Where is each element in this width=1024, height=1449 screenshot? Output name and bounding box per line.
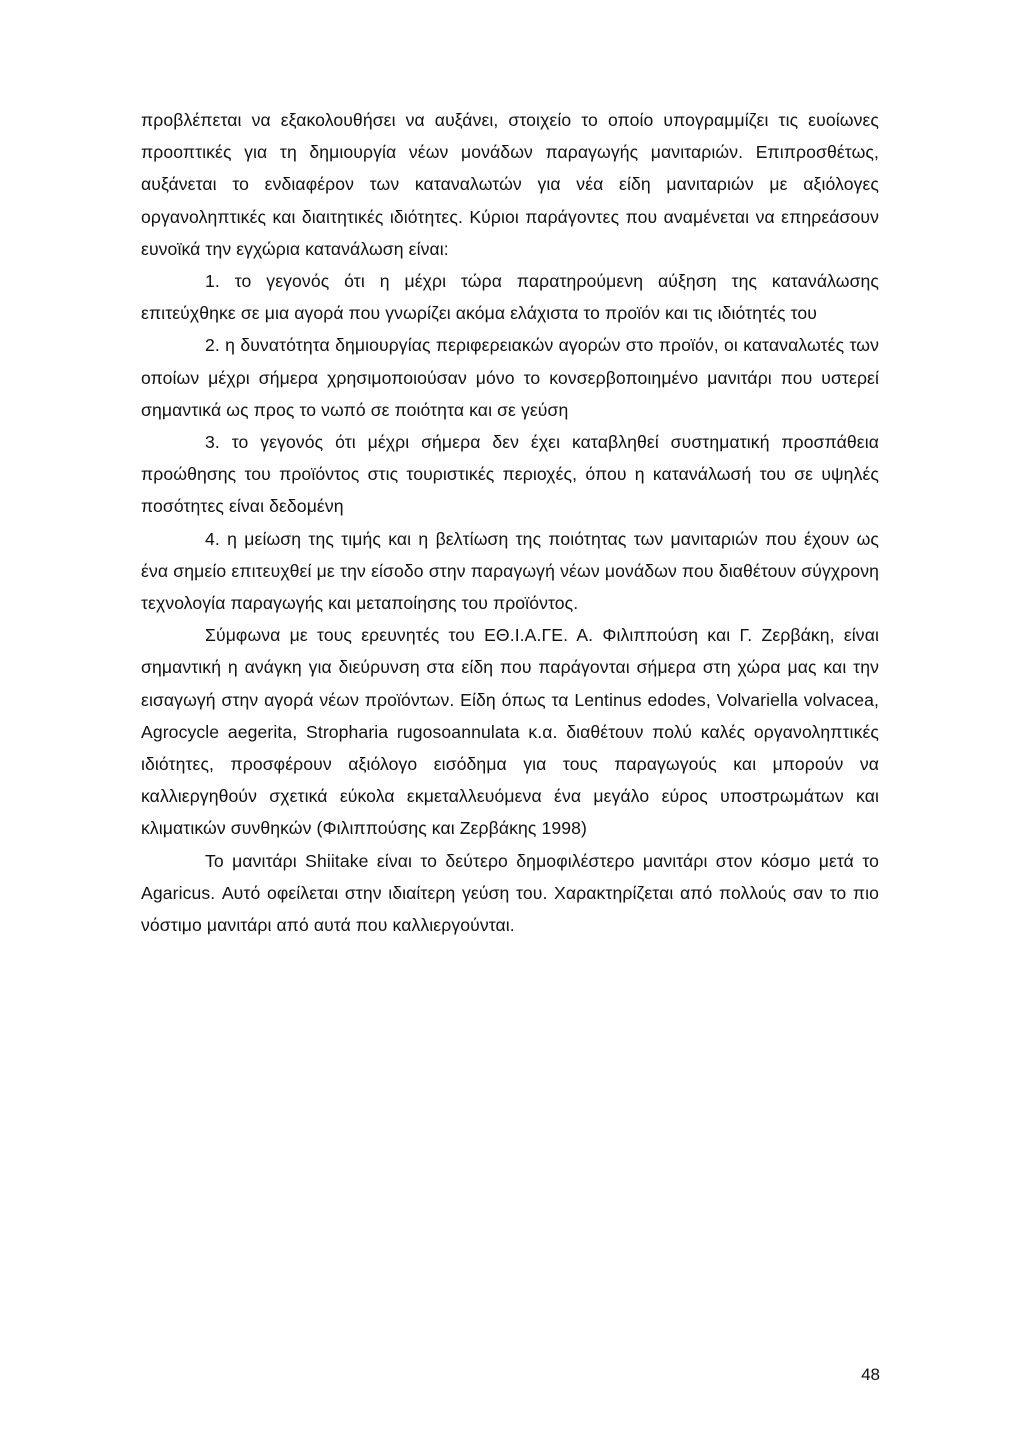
list-item-1: 1. το γεγονός ότι η μέχρι τώρα παρατηρούμενη αύξηση της κατανάλωσης επιτεύχθηκε σε μια αγορά που γνωρίζει ακόμα ελάχιστα το προϊόν και τις ιδιότητές του bbox=[141, 271, 879, 324]
paragraph-shiitake: Το μανιτάρι Shiitake είναι το δεύτερο δημοφιλέστερο μανιτάρι στον κόσμο μετά το Agaricus. Αυτό οφείλεται στην ιδιαίτερη γεύση του. Χαρακτηρίζεται από πολλούς σαν το πιο νόστιμο μανιτάρι από αυτά που καλλιεργούνται. bbox=[141, 850, 879, 936]
list-item-2: 2. η δυνατότητα δημιουργίας περιφερειακών αγορών στο προϊόν, οι καταναλωτές των οποίων μέχρι σήμερα χρησιμοποιούσαν μόνο το κονσερβοποιημένο μανιτάρι που υστερεί σημαντικά ως προς το νωπό σε ποιότητα και σε γεύση bbox=[141, 335, 879, 420]
list-item-4: 4. η μείωση της τιμής και η βελτίωση της ποιότητας των μανιταριών που έχουν ως ένα σημείο επιτευχθεί με την είσοδο στην παραγωγή νέων μονάδων που διαθέτουν σύγχρονη τεχνολογία παραγωγής και μεταποίησης του προϊόντος. bbox=[141, 528, 879, 614]
paragraph-researchers: Σύμφωνα με τους ερευνητές του ΕΘ.Ι.Α.ΓΕ. Α. Φιλιππούση και Γ. Ζερβάκη, είναι σημαντική η ανάγκη για διεύρυνση στα είδη που παράγονται σήμερα στη χώρα μας και την εισαγωγή στην αγορά νέων προϊόντων. Είδη όπως τα Lentinus edodes, Volvariella volvacea, Agrocycle aegerita, Stropharia rugosoannulata κ.α. διαθέτουν πολύ καλές οργανοληπτικές ιδιότητες, προσφέρουν αξιόλογο εισόδημα για τους παραγωγούς και μπορούν να καλλιεργηθούν σχετικά εύκολα εκμεταλλευόμενα ένα μεγάλο εύρος υποστρωμάτων και κλιματικών συνθηκών (Φιλιππούσης και Ζερβάκης 1998) bbox=[141, 625, 879, 839]
paragraph-intro: προβλέπεται να εξακολουθήσει να αυξάνει, στοιχείο το οποίο υπογραμμίζει τις ευοίωνες προοπτικές για τη δημιουργία νέων μονάδων παραγωγής μανιταριών. Επιπροσθέτως, αυξάνεται το ενδιαφέρον των καταναλωτών για νέα είδη μανιταριών με αξιόλογες οργανοληπτικές και διαιτητικές ιδιότητες. Κύριοι παράγοντες που αναμένεται να επηρεάσουν ευνοϊκά την εγχώρια κατανάλωση είναι: bbox=[141, 110, 879, 259]
page-number: 48 bbox=[861, 1365, 880, 1384]
body-text bbox=[141, 104, 879, 941]
list-item-3: 3. το γεγονός ότι μέχρι σήμερα δεν έχει καταβληθεί συστηματική προσπάθεια προώθησης του προϊόντος στις τουριστικές περιοχές, όπου η κατανάλωσή του σε υψηλές ποσότητες είναι δεδομένη bbox=[141, 432, 879, 517]
